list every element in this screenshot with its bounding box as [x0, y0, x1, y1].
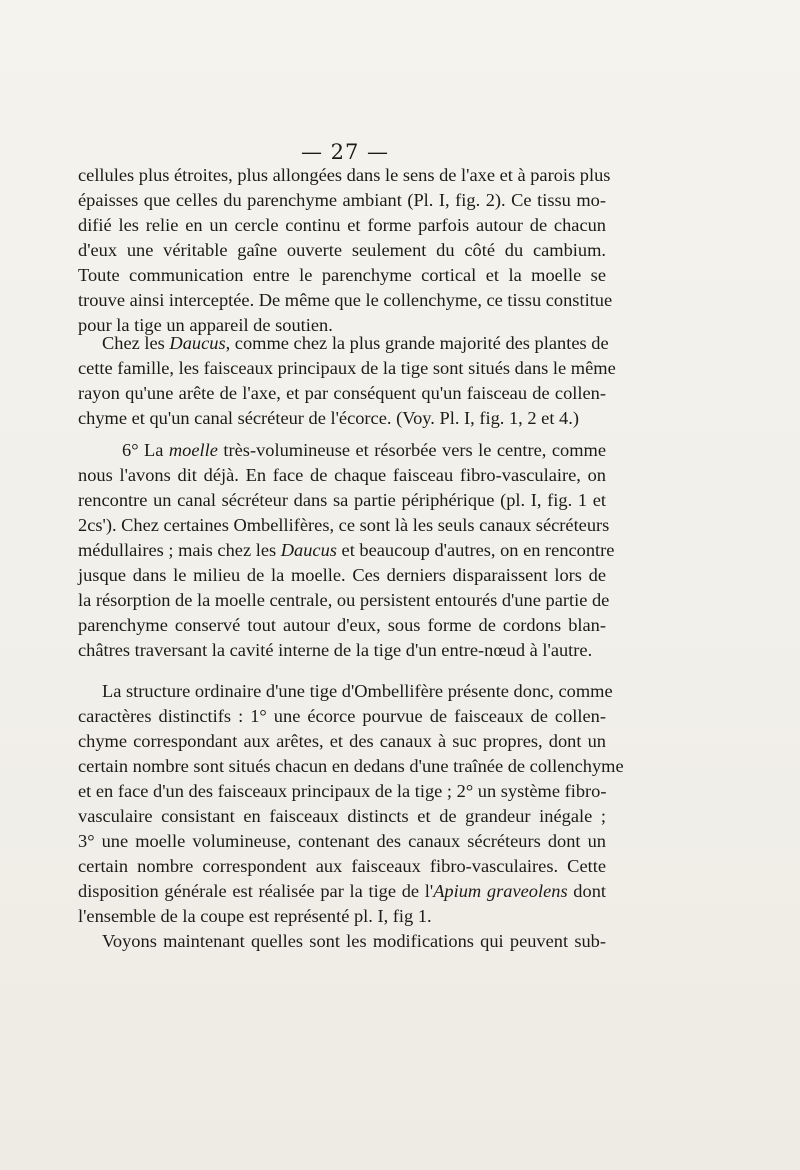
text-line: rayon qu'une arête de l'axe, et par conséquent qu'un faisceau de collen-	[78, 383, 606, 403]
text-fragment: dont	[567, 881, 606, 901]
text-fragment: disposition générale est réalisée par la tige de l'	[78, 881, 434, 901]
text-line: et en face d'un des faisceaux principaux de la tige ; 2° un système fibro-	[78, 781, 607, 801]
text-line: cellules plus étroites, plus allongées dans le sens de l'axe et à parois plus	[78, 165, 611, 185]
text-line	[78, 438, 606, 463]
text-fragment: Chez les	[102, 333, 170, 353]
species-name: Apium graveolens	[433, 881, 568, 901]
paragraph-4	[78, 679, 624, 954]
text-line: certain nombre correspondent aux faisceaux fibro-vasculaires. Cette	[78, 856, 606, 876]
text-line: chyme correspondant aux arêtes, et des canaux à suc propres, dont un	[78, 731, 606, 751]
text-line: 3° une moelle volumineuse, contenant des canaux sécréteurs dont un	[78, 831, 606, 851]
paragraph-3	[78, 438, 615, 663]
text-line: châtres traversant la cavité interne de la tige d'un entre-nœud à l'autre.	[78, 640, 593, 660]
genus-name: Daucus	[169, 333, 226, 353]
text-line: rencontre un canal sécréteur dans sa partie périphérique (pl. I, fig. 1 et	[78, 490, 606, 510]
text-line: l'ensemble de la coupe est représenté pl. I, fig 1.	[78, 906, 432, 926]
text-line: épaisses que celles du parenchyme ambiant (Pl. I, fig. 2). Ce tissu mo-	[78, 190, 606, 210]
section-term: moelle	[168, 440, 218, 460]
text-fragment: médullaires ; mais chez les	[78, 540, 281, 560]
text-line: certain nombre sont situés chacun en dedans d'une traînée de collenchyme	[78, 756, 624, 776]
text-line: La structure ordinaire d'une tige d'Ombellifère présente donc, comme	[102, 681, 613, 701]
genus-name: Daucus	[280, 540, 337, 560]
text-line: d'eux une véritable gaîne ouverte seulement du côté du cambium.	[78, 240, 606, 260]
text-fragment: très-volumineuse et résorbée vers le centre, comme	[217, 440, 606, 460]
text-fragment: , comme chez la plus grande majorité des plantes de	[225, 333, 609, 353]
text-line	[78, 331, 609, 356]
text-fragment: et beaucoup d'autres, on en rencontre	[336, 540, 615, 560]
text-line: Voyons maintenant quelles sont les modifications qui peuvent sub-	[102, 931, 606, 951]
paragraph-2	[78, 331, 616, 431]
text-fragment: 6° La	[122, 440, 169, 460]
text-line: cette famille, les faisceaux principaux de la tige sont situés dans le même	[78, 358, 616, 378]
text-line: 2cs'). Chez certaines Ombellifères, ce sont là les seuls canaux sécréteurs	[78, 515, 610, 535]
text-line	[78, 538, 615, 563]
text-line: parenchyme conservé tout autour d'eux, sous forme de cordons blan-	[78, 615, 606, 635]
text-line: caractères distinctifs : 1° une écorce pourvue de faisceaux de collen-	[78, 706, 606, 726]
text-line: Toute communication entre le parenchyme cortical et la moelle se	[78, 265, 606, 285]
text-line: vasculaire consistant en faisceaux distincts et de grandeur inégale ;	[78, 806, 606, 826]
text-line: chyme et qu'un canal sécréteur de l'écorce. (Voy. Pl. I, fig. 1, 2 et 4.)	[78, 408, 579, 428]
text-line: difié les relie en un cercle continu et forme parfois autour de chacun	[78, 215, 606, 235]
text-line: nous l'avons dit déjà. En face de chaque faisceau fibro-vasculaire, on	[78, 465, 606, 485]
text-line: jusque dans le milieu de la moelle. Ces derniers disparaissent lors de	[78, 565, 606, 585]
paragraph-1	[78, 163, 613, 338]
text-line: la résorption de la moelle centrale, ou persistent entourés d'une partie de	[78, 590, 610, 610]
page-number: — 27 —	[300, 140, 390, 164]
text-line	[78, 879, 606, 904]
text-line: pour la tige un appareil de soutien.	[78, 315, 333, 335]
text-line: trouve ainsi interceptée. De même que le collenchyme, ce tissu constitue	[78, 290, 613, 310]
